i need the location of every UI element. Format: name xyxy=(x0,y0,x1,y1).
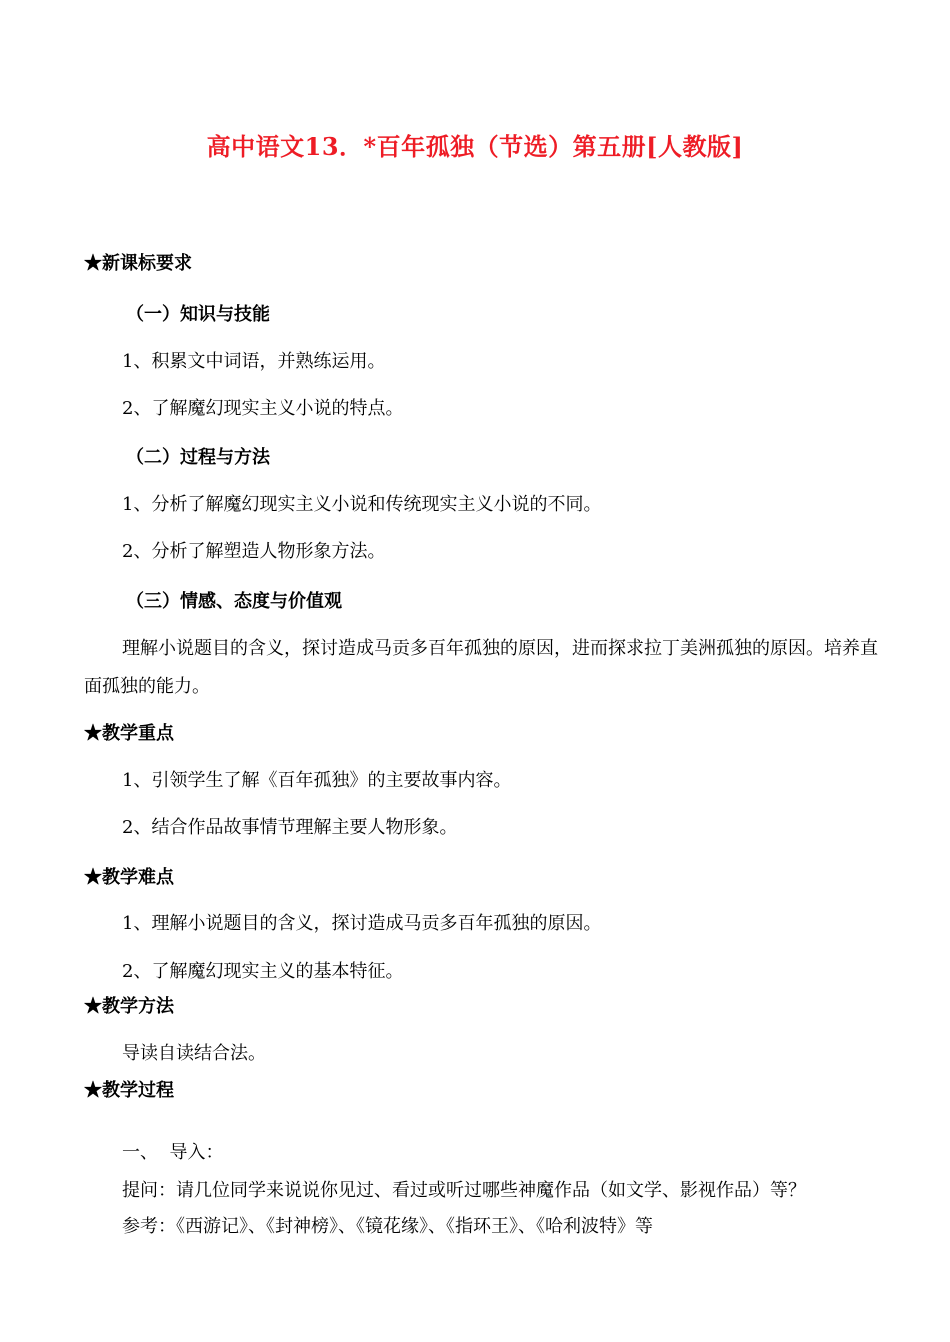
key-points-heading: ★教学重点 xyxy=(84,723,174,744)
method-heading: ★教学方法 xyxy=(84,996,174,1017)
procedure-heading: ★教学过程 xyxy=(84,1080,174,1101)
knowledge-item-1: 1、积累文中词语，并熟练运用。 xyxy=(122,351,386,372)
knowledge-item-2: 2、了解魔幻现实主义小说的特点。 xyxy=(122,398,404,419)
key-point-1: 1、引领学生了解《百年孤独》的主要故事内容。 xyxy=(122,770,512,791)
process-item-2: 2、分析了解塑造人物形象方法。 xyxy=(122,541,386,562)
method-text: 导读自读结合法。 xyxy=(122,1043,266,1064)
difficulty-2: 2、了解魔幻现实主义的基本特征。 xyxy=(122,961,404,982)
process-heading: （二）过程与方法 xyxy=(126,447,270,468)
procedure-question: 提问：请几位同学来说说你见过、看过或听过哪些神魔作品（如文学、影视作品）等？ xyxy=(122,1180,806,1201)
requirements-heading: ★新课标要求 xyxy=(84,253,192,274)
emotion-paragraph: 理解小说题目的含义，探讨造成马贡多百年孤独的原因，进而探求拉丁美洲孤独的原因。培养直面孤独的能力。 xyxy=(84,638,878,697)
key-point-2: 2、结合作品故事情节理解主要人物形象。 xyxy=(122,817,458,838)
procedure-reference: 参考：《西游记》、《封神榜》、《镜花缘》、《指环王》、《哈利波特》等 xyxy=(122,1216,653,1237)
knowledge-heading: （一）知识与技能 xyxy=(126,304,270,325)
emotion-heading: （三）情感、态度与价值观 xyxy=(126,591,342,612)
process-item-1: 1、分析了解魔幻现实主义小说和传统现实主义小说的不同。 xyxy=(122,494,602,515)
difficulties-heading: ★教学难点 xyxy=(84,867,174,888)
document-title: 高中语文13．*百年孤独（节选）第五册[人教版] xyxy=(206,132,744,161)
procedure-intro: 一、 导入： xyxy=(122,1142,224,1163)
difficulty-1: 1、理解小说题目的含义，探讨造成马贡多百年孤独的原因。 xyxy=(122,913,602,934)
